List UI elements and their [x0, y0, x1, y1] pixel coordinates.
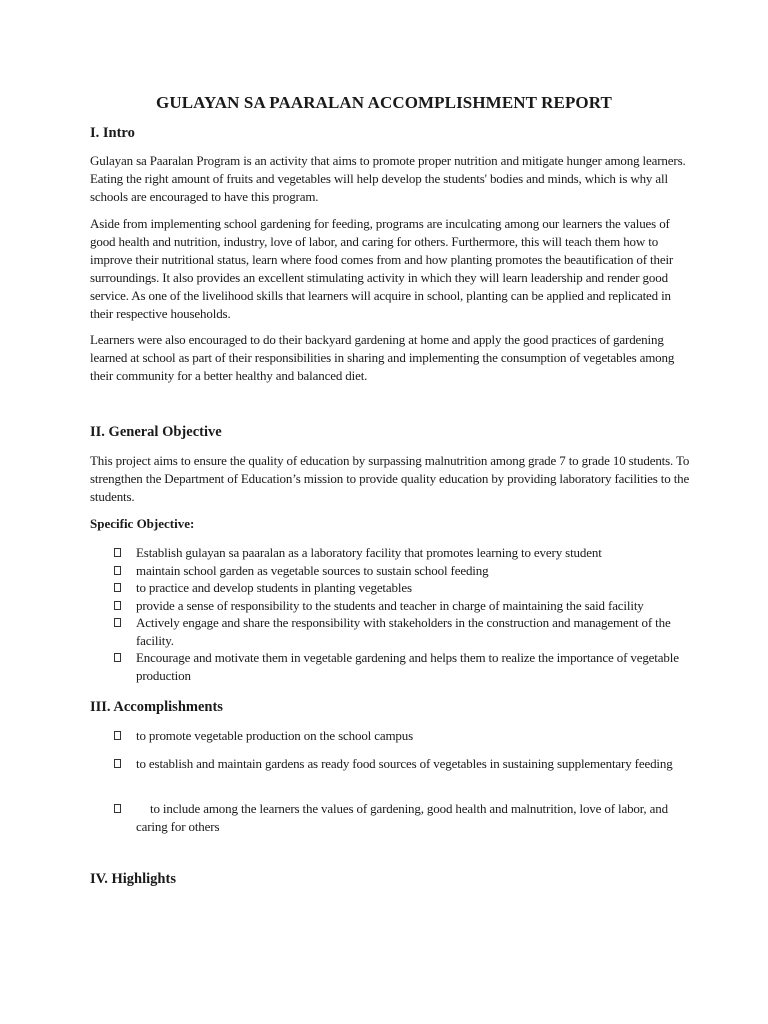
intro-paragraph-1: Gulayan sa Paaralan Program is an activity that aims to promote proper nutrition and mitigate hunger among learners. Eating the right amount of fruits and vegetables will help develop the students' bodies and minds, which is why all schools are encouraged to have this program.	[90, 153, 686, 204]
list-item: provide a sense of responsibility to the students and teacher in charge of maintaining the said facility	[114, 597, 690, 615]
section-heading-intro: I. Intro	[90, 125, 135, 141]
section-heading-general-objective: II. General Objective	[90, 424, 222, 440]
bullet-box-icon	[114, 548, 121, 557]
list-item: Actively engage and share the responsibility with stakeholders in the construction and management of the facility.	[114, 614, 690, 649]
list-item: Encourage and motivate them in vegetable gardening and helps them to realize the importance of vegetable production	[114, 649, 690, 684]
list-item: to establish and maintain gardens as ready food sources of vegetables in sustaining supplementary feeding	[114, 755, 690, 773]
accomplishments-list-item-3	[114, 800, 690, 836]
intro-paragraph-2: Aside from implementing school gardening for feeding, programs are inculcating among our learners the values of good health and nutrition, industry, love of labor, and caring for others. Furthermore, this will teach them how to improve their nutritional status, learn where food comes from and how planting promotes the beautification of their surroundings. It also provides an excellent stimulating activity in which they will learn leadership and render good service. As one of the livelihood skills that learners will acquire in school, planting can be applied and replicated in their respective households.	[90, 216, 674, 321]
accomplishments-list-item-1	[114, 727, 690, 745]
section-heading-accomplishments: III. Accomplishments	[90, 699, 223, 715]
bullet-box-icon	[114, 601, 121, 610]
list-item: to promote vegetable production on the school campus	[114, 727, 690, 745]
accomplishments-list-item-2	[114, 755, 690, 773]
bullet-box-icon	[114, 583, 121, 592]
bullet-box-icon	[114, 759, 121, 768]
specific-objective-list	[114, 544, 690, 684]
bullet-box-icon	[114, 566, 121, 575]
general-objective-paragraph: This project aims to ensure the quality of education by surpassing malnutrition among grade 7 to grade 10 students. To strengthen the Department of Education’s mission to provide quality education by providing laboratory facilities to the students.	[90, 453, 690, 504]
specific-objective-heading: Specific Objective:	[90, 516, 195, 531]
list-item: maintain school garden as vegetable sources to sustain school feeding	[114, 562, 690, 580]
intro-paragraph-3: Learners were also encouraged to do their backyard gardening at home and apply the good practices of gardening learned at school as part of their responsibilities in sharing and implementing the consumption of vegetables among their community for a better healthy and balanced diet.	[90, 332, 675, 383]
report-title: GULAYAN SA PAARALAN ACCOMPLISHMENT REPORT	[156, 93, 612, 112]
list-item: to practice and develop students in planting vegetables	[114, 579, 690, 597]
section-heading-highlights: IV. Highlights	[90, 871, 176, 887]
bullet-box-icon	[114, 731, 121, 740]
list-item: to include among the learners the values of gardening, good health and malnutrition, love of labor, and caring for others	[114, 800, 690, 836]
bullet-box-icon	[114, 653, 121, 662]
list-item: Establish gulayan sa paaralan as a laboratory facility that promotes learning to every student	[114, 544, 690, 562]
bullet-box-icon	[114, 618, 121, 627]
bullet-box-icon	[114, 804, 121, 813]
